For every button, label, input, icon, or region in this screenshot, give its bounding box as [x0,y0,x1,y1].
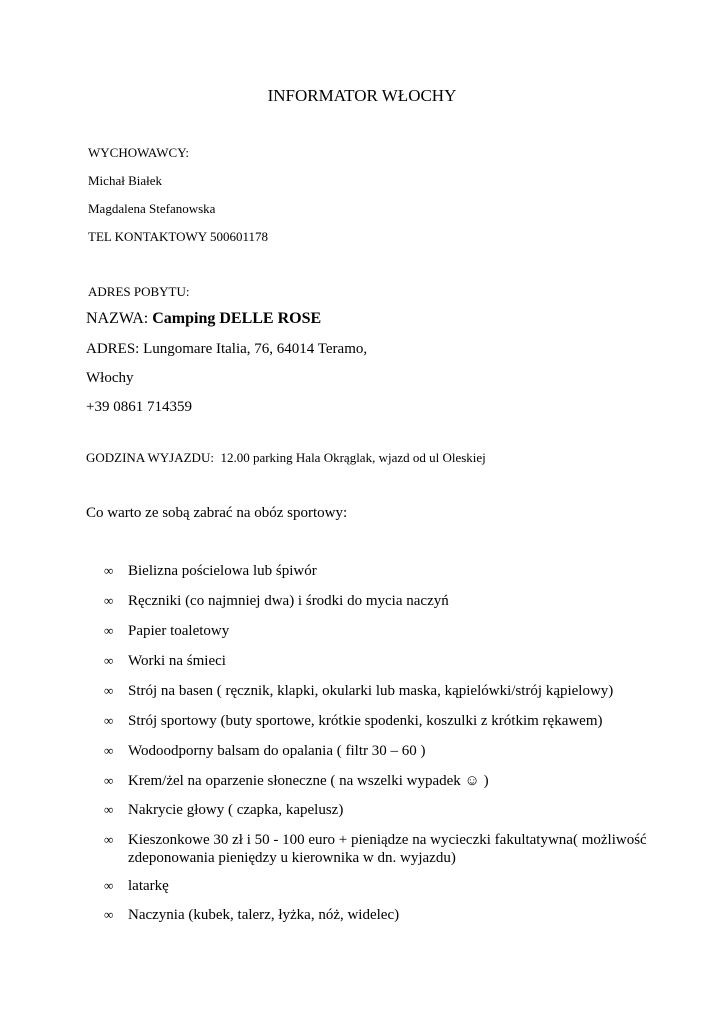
bullet-icon: ∞ [104,653,114,668]
list-item [104,801,664,819]
list-item-text: Strój na basen ( ręcznik, klapki, okularki lub maska, kąpielówki/strój kąpielowy) [128,683,614,699]
stay-name-value: Camping DELLE ROSE [152,310,322,327]
list-item [104,877,664,895]
departure-label: GODZINA WYJAZDU: [86,450,214,465]
bullet-icon: ∞ [104,878,114,893]
departure-info [86,450,486,466]
caretakers-heading: WYCHOWAWCY: [88,145,190,160]
departure-value: 12.00 parking Hala Okrąglak, wjazd od ul Oleskiej [213,450,486,465]
list-item-text: Bielizna pościelowa lub śpiwór [128,563,317,579]
list-item-text: Papier toaletowy [128,623,230,639]
bullet-icon: ∞ [104,907,114,922]
bullet-icon: ∞ [104,683,114,698]
packing-heading: Co warto ze sobą zabrać na obóz sportowy: [86,505,348,521]
stay-phone: +39 0861 714359 [86,399,192,415]
caretaker-name: Michał Białek [88,173,163,188]
list-item [104,562,664,580]
list-item [104,592,664,610]
list-item-text: Wodoodporny balsam do opalania ( filtr 30 – 60 ) [128,743,426,759]
bullet-icon: ∞ [104,743,114,758]
list-item [104,622,664,640]
list-item [104,682,664,700]
bullet-icon: ∞ [104,802,114,817]
list-item-text: Krem/żel na oparzenie słoneczne ( na wszelki wypadek ☺ ) [128,773,489,789]
list-item-text: Strój sportowy (buty sportowe, krótkie spodenki, koszulki z krótkim rękawem) [128,713,603,729]
list-item [104,831,664,867]
caretaker-name: Magdalena Stefanowska [88,201,216,216]
list-item-text: Naczynia (kubek, talerz, łyżka, nóż, widelec) [128,907,400,923]
list-item [104,772,664,790]
stay-name [86,310,321,328]
bullet-icon: ∞ [104,563,114,578]
bullet-icon: ∞ [104,832,114,847]
list-item [104,742,664,760]
list-item [104,652,664,670]
page-title: INFORMATOR WŁOCHY [267,86,457,105]
list-item [104,906,664,924]
contact-phone: TEL KONTAKTOWY 500601178 [88,229,268,244]
stay-address: ADRES: Lungomare Italia, 76, 64014 Teramo, [86,341,368,357]
stay-heading: ADRES POBYTU: [88,284,190,299]
bullet-icon: ∞ [104,713,114,728]
bullet-icon: ∞ [104,593,114,608]
stay-name-label: NAZWA: [86,310,153,327]
list-item-text: Ręczniki (co najmniej dwa) i środki do mycia naczyń [128,593,449,609]
bullet-icon: ∞ [104,773,114,788]
stay-country: Włochy [86,370,134,386]
list-item [104,712,664,730]
list-item-text: Kieszonkowe 30 zł i 50 - 100 euro + pieniądze na wycieczki fakultatywna( możliwość zdeponowania pieniędzy u kierownika w dn. wyjazdu) [128,832,647,866]
list-item-text: Worki na śmieci [128,653,226,669]
bullet-icon: ∞ [104,623,114,638]
list-item-text: Nakrycie głowy ( czapka, kapelusz) [128,802,344,818]
list-item-text: latarkę [128,878,169,894]
